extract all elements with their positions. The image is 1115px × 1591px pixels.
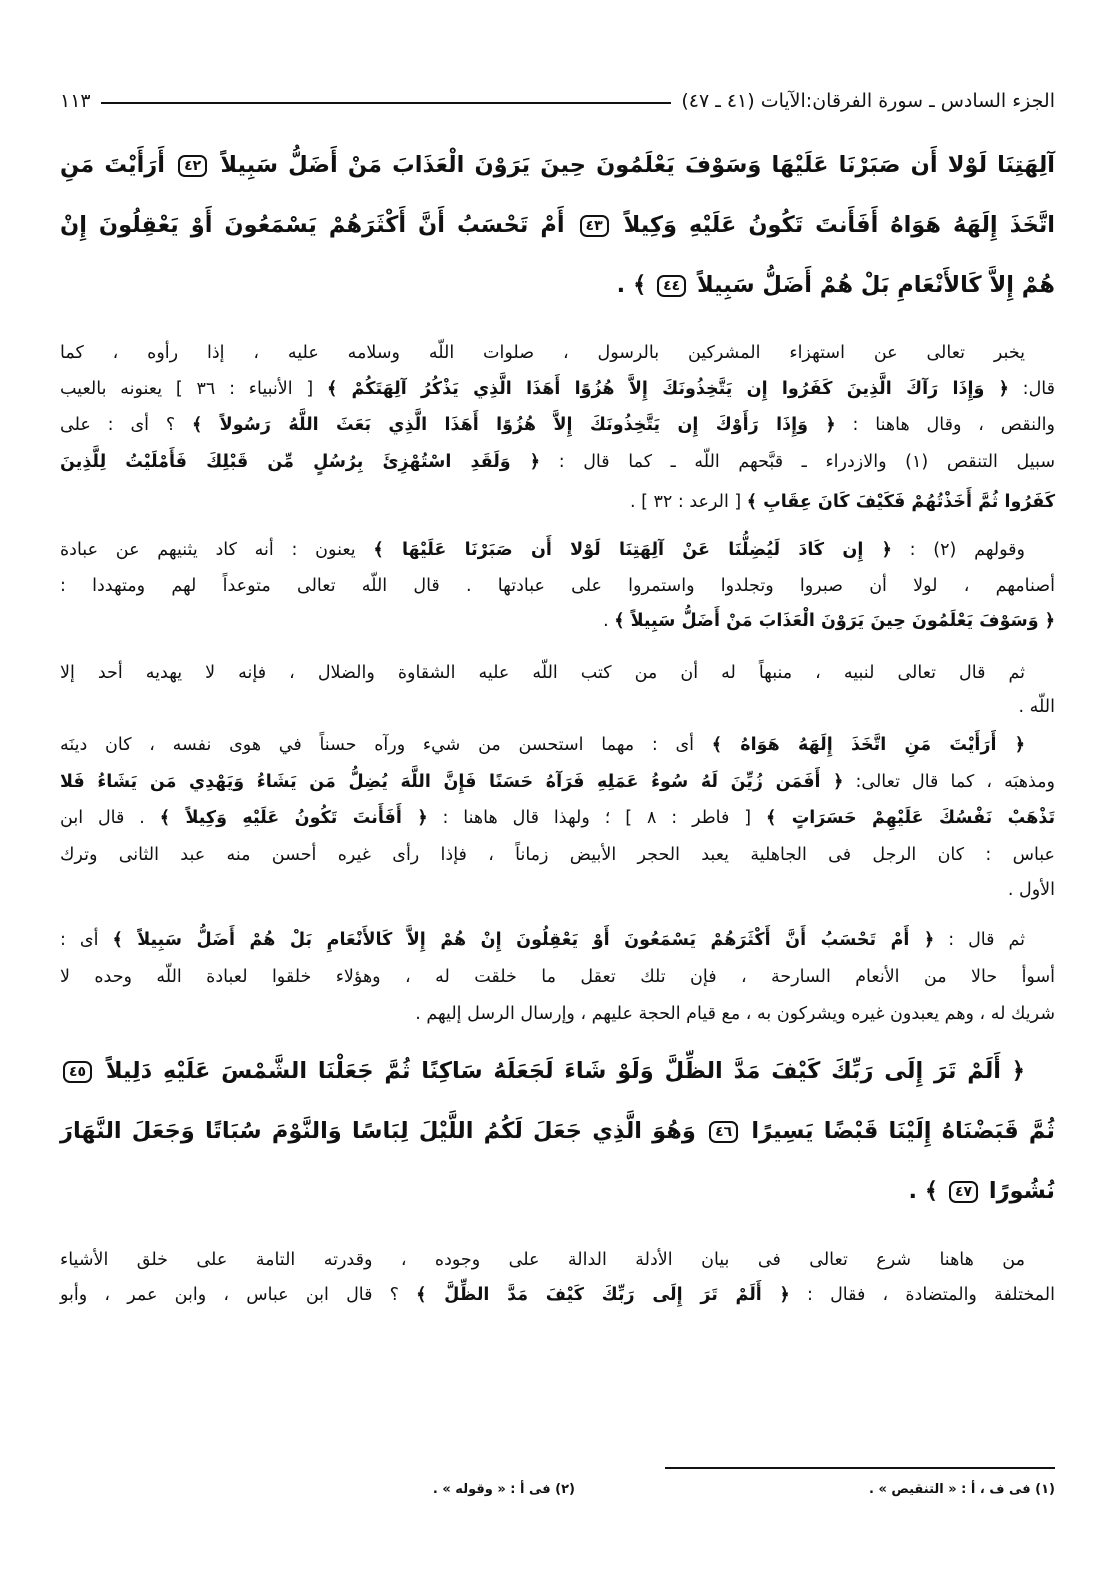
commentary-text: [ فاطر : ٨ ] ؛ ولهذا قال هاهنا : bbox=[427, 808, 766, 828]
commentary-text: . bbox=[616, 272, 634, 298]
commentary-text: المختلفة والمتضادة ، فقال : bbox=[789, 1285, 1055, 1305]
commentary-text: . قال ابن bbox=[60, 808, 160, 828]
text-line bbox=[60, 690, 1055, 724]
commentary-text: [ الأنبياء : ٣٦ ] يعنونه بالعيب bbox=[60, 379, 327, 399]
quran-quote: كَفَرُوا ثُمَّ أَخَذْتُهُمْ فَكَيْفَ كَانَ عِقَابِ ﴾ bbox=[746, 492, 1055, 512]
footnote-1: (١) فى ف ، أ : « التنقيص » . bbox=[868, 1482, 1055, 1497]
text-line bbox=[60, 1278, 1055, 1312]
quran-quote: ﴿ وَإِذَا رَأَوْكَ إِن يَتَّخِذُونَكَ إِلاَّ هُزُوًا أَهَذَا الَّذِي بَعَثَ اللَّهُ رَسُولاً ﴾ bbox=[192, 415, 836, 435]
page-number: ١١٣ bbox=[60, 90, 91, 112]
quran-quote: ﴾ bbox=[924, 1178, 946, 1204]
text-line bbox=[60, 569, 1055, 603]
commentary-text: عباس : كان الرجل فى الجاهلية يعبد الحجر الأبيض زماناً ، فإذا رأى غيره أحسن منه عبد الثانى وترك bbox=[60, 845, 1055, 865]
header-title: الجزء السادس ـ سورة الفرقان:الآيات (٤١ ـ ٤٧) bbox=[681, 90, 1055, 112]
commentary-text: يعنون : أنه كاد يثنيهم عن عبادة bbox=[60, 540, 374, 560]
quran-quote: ﴿ وَلَقَدِ اسْتُهْزِئَ بِرُسُلٍ مِّن قَبْلِكَ فَأَمْلَيْتُ لِلَّذِينَ bbox=[60, 452, 541, 472]
commentary-text: أى : مهما استحسن من شيء ورآه حسناً في هوى نفسه ، كان دينَه bbox=[60, 735, 712, 755]
text-line bbox=[60, 336, 1055, 370]
quran-quote: ﴿ إِن كَادَ لَيُضِلُّنَا عَنْ آلِهَتِنَا لَوْلا أَن صَبَرْنَا عَلَيْهَا ﴾ bbox=[373, 540, 892, 560]
quran-quote: ﴿ أَلَمْ تَرَ إِلَى رَبِّكَ كَيْفَ مَدَّ الظِّلَّ وَلَوْ شَاءَ لَجَعَلَهُ سَاكِنًا ثُمَّ جَعَلْنَا الشَّمْسَ عَلَيْهِ دَلِيلاً bbox=[95, 1058, 1025, 1084]
verse-number-marker: ٤٣ bbox=[580, 215, 609, 237]
commentary-text: سبيل التنقص (١) والازدراء ـ قبَّحهم اللّه ـ كما قال : bbox=[540, 452, 1055, 472]
text-line bbox=[60, 485, 1055, 519]
commentary-text: اللّه . bbox=[1018, 697, 1055, 717]
quran-verse-line bbox=[60, 1106, 1055, 1156]
commentary-text: ؟ أى : على bbox=[60, 415, 193, 435]
commentary-text: . bbox=[603, 611, 615, 631]
text-line bbox=[60, 960, 1055, 994]
commentary-text: ومذهبَه ، كما قال تعالى: bbox=[843, 772, 1055, 792]
commentary-text: قال: bbox=[1008, 379, 1055, 399]
text-line bbox=[60, 997, 1055, 1031]
quran-quote: ﴿ أَفَأَنتَ تَكُونُ عَلَيْهِ وَكِيلاً ﴾ bbox=[159, 808, 428, 828]
text-line bbox=[60, 765, 1055, 799]
quran-quote: اتَّخَذَ إِلَهَهُ هَوَاهُ أَفَأَنتَ تَكُونُ عَلَيْهِ وَكِيلاً bbox=[611, 212, 1056, 238]
text-line bbox=[60, 445, 1055, 479]
quran-quote: نُشُورًا bbox=[981, 1178, 1055, 1204]
commentary-text: شريك له ، وهم يعبدون غيره ويشركون به ، مع قيام الحجة عليهم ، وإرسال الرسل إليهم . bbox=[415, 1004, 1055, 1024]
quran-quote: ثُمَّ قَبَضْنَاهُ إِلَيْنَا قَبْضًا يَسِيرًا bbox=[741, 1118, 1056, 1144]
text-line bbox=[60, 838, 1055, 872]
verse-number-marker: ٤٧ bbox=[949, 1181, 978, 1203]
quran-verse-line bbox=[60, 260, 1055, 310]
quran-quote: ﴿ أَفَمَن زُيِّنَ لَهُ سُوءُ عَمَلِهِ فَرَآهُ حَسَنًا فَإِنَّ اللَّهَ يُضِلُّ مَن يَشَاءُ وَيَهْدِي مَن يَشَاءُ فَلا bbox=[60, 772, 844, 792]
quran-verse-line bbox=[60, 1166, 1055, 1216]
header-rule bbox=[101, 102, 672, 104]
quran-quote: تَذْهَبْ نَفْسُكَ عَلَيْهِمْ حَسَرَاتٍ ﴾ bbox=[766, 808, 1056, 828]
commentary-text: [ الرعد : ٣٢ ] . bbox=[630, 492, 747, 512]
quran-quote: ﴿ أَمْ تَحْسَبُ أَنَّ أَكْثَرَهُمْ يَسْمَعُونَ أَوْ يَعْقِلُونَ إِنْ هُمْ إِلاَّ كَالأَنْعَامِ بَلْ هُمْ أَضَلُّ سَبِيلاً ﴾ bbox=[112, 930, 935, 950]
verse-number-marker: ٤٥ bbox=[63, 1061, 92, 1083]
commentary-text: الأول . bbox=[1007, 880, 1055, 900]
text-line bbox=[60, 923, 1055, 957]
quran-quote: ﴿ أَرَأَيْتَ مَنِ اتَّخَذَ إِلَهَهُ هَوَاهُ ﴾ bbox=[711, 735, 1025, 755]
commentary-text: ثم قال تعالى لنبيه ، منبهاً له أن من كتب اللّه عليه الشقاوة والضلال ، فإنه لا يهديه أحد إلا bbox=[60, 663, 1025, 683]
text-line bbox=[60, 372, 1055, 406]
text-line bbox=[60, 1243, 1055, 1277]
text-line bbox=[60, 656, 1055, 690]
commentary-text: . bbox=[908, 1178, 925, 1204]
footnote-2: (٢) فى أ : « وقوله » . bbox=[432, 1482, 575, 1497]
verse-number-marker: ٤٤ bbox=[657, 275, 686, 297]
commentary-text: أسوأ حالا من الأنعام السارحة ، فإن تلك تعقل ما خلقت له ، وهؤلاء خلقوا لعبادة اللّه وحده لا bbox=[60, 967, 1055, 987]
footnote-divider bbox=[665, 1467, 1055, 1469]
quran-quote: ﴾ bbox=[633, 272, 655, 298]
quran-quote: هُمْ إِلاَّ كَالأَنْعَامِ بَلْ هُمْ أَضَلُّ سَبِيلاً bbox=[689, 272, 1055, 298]
commentary-text: وقولهم (٢) : bbox=[891, 540, 1025, 560]
verse-number-marker: ٤٢ bbox=[178, 155, 207, 177]
quran-quote: ﴿ وَسَوْفَ يَعْلَمُونَ حِينَ يَرَوْنَ الْعَذَابَ مَنْ أَضَلُّ سَبِيلاً ﴾ bbox=[614, 611, 1055, 631]
text-line bbox=[60, 408, 1055, 442]
running-header bbox=[60, 84, 1055, 118]
quran-quote: آلِهَتِنَا لَوْلا أَن صَبَرْنَا عَلَيْهَا وَسَوْفَ يَعْلَمُونَ حِينَ يَرَوْنَ الْعَذَابَ مَنْ أَضَلُّ سَبِيلاً bbox=[210, 152, 1055, 178]
text-line bbox=[60, 801, 1055, 835]
commentary-text: يخبر تعالى عن استهزاء المشركين بالرسول ، صلوات اللّه وسلامه عليه ، إذا رأوه ، كما bbox=[60, 343, 1025, 363]
verse-number-marker: ٤٦ bbox=[709, 1121, 738, 1143]
text-line bbox=[60, 873, 1055, 907]
text-line bbox=[60, 728, 1055, 762]
text-line bbox=[60, 604, 1055, 638]
commentary-text: من هاهنا شرع تعالى فى بيان الأدلة الدالة على وجوده ، وقدرته التامة على خلق الأشياء bbox=[60, 1250, 1025, 1270]
commentary-text: والنقص ، وقال هاهنا : bbox=[835, 415, 1055, 435]
text-line bbox=[60, 533, 1055, 567]
commentary-text: أصنامهم ، لولا أن صبروا وتجلدوا واستمروا على عبادتها . قال اللّه تعالى متوعداً لهم ومتهددا : bbox=[60, 576, 1055, 596]
commentary-text: أى : bbox=[60, 930, 113, 950]
quran-quote: أَمْ تَحْسَبُ أَنَّ أَكْثَرَهُمْ يَسْمَعُونَ أَوْ يَعْقِلُونَ إِنْ bbox=[60, 212, 577, 238]
quran-quote: ﴿ وَإِذَا رَآكَ الَّذِينَ كَفَرُوا إِن يَتَّخِذُونَكَ إِلاَّ هُزُوًا أَهَذَا الَّذِي يَذْكُرُ آلِهَتَكُمْ ﴾ bbox=[326, 379, 1009, 399]
commentary-text: ؟ قال ابن عباس ، وابن عمر ، وأبو bbox=[60, 1285, 417, 1305]
quran-quote: ﴿ أَلَمْ تَرَ إِلَى رَبِّكَ كَيْفَ مَدَّ الظِّلَّ ﴾ bbox=[416, 1285, 790, 1305]
quran-verse-line bbox=[60, 140, 1055, 190]
commentary-text: ثم قال : bbox=[934, 930, 1025, 950]
quran-quote: وَهُوَ الَّذِي جَعَلَ لَكُمُ اللَّيْلَ لِبَاسًا وَالنَّوْمَ سُبَاتًا وَجَعَلَ النَّهَارَ bbox=[60, 1118, 707, 1144]
quran-verse-line bbox=[60, 1046, 1055, 1096]
quran-quote: أَرَأَيْتَ مَنِ bbox=[60, 152, 176, 178]
quran-verse-line bbox=[60, 200, 1055, 250]
